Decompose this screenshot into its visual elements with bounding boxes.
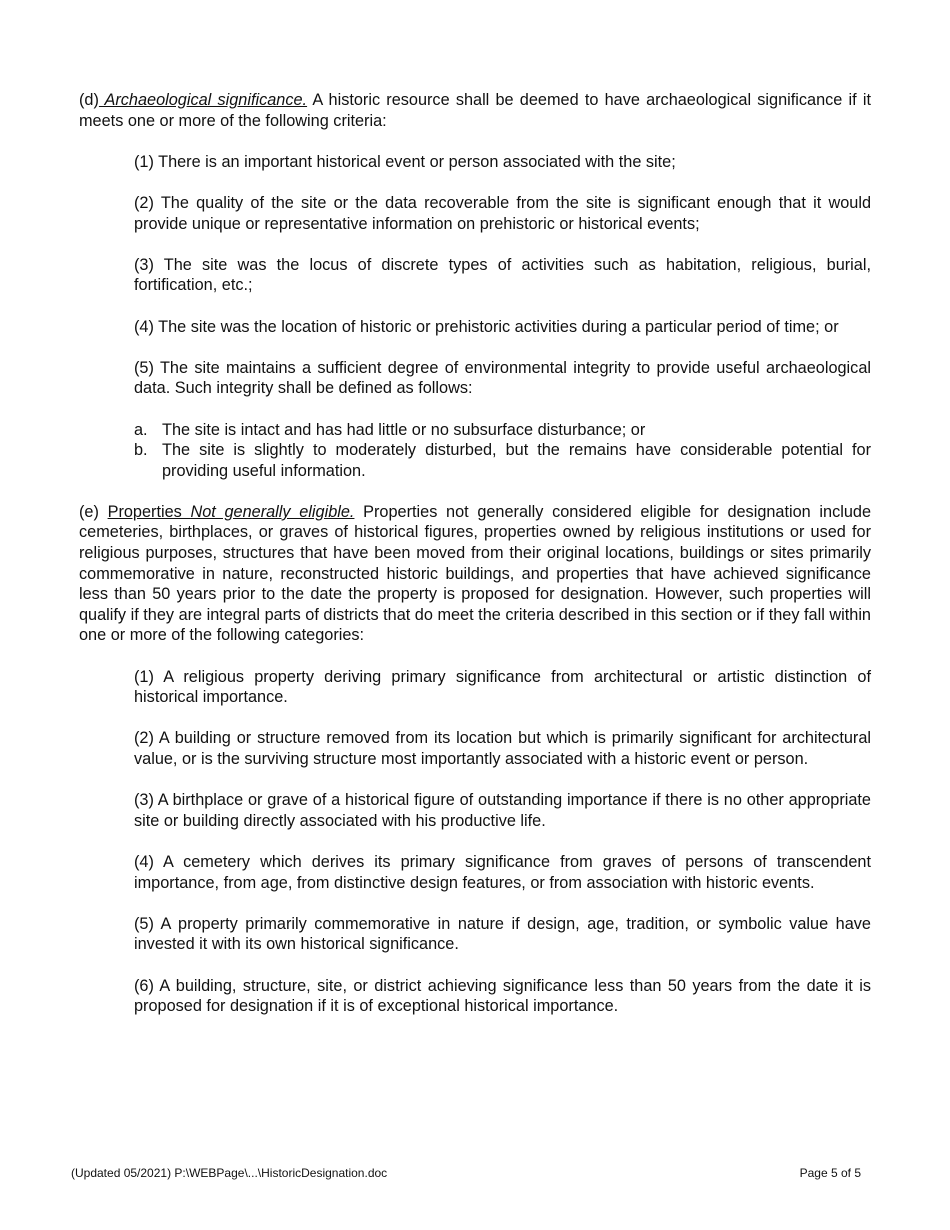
section-e-item-1: (1) A religious property deriving primary significance from architectural or artistic distinction of historical importance. (134, 667, 871, 707)
section-d-item-5: (5) The site maintains a sufficient degree of environmental integrity to provide useful archaeological data. Such integrity shall be defined as follows: (134, 358, 871, 398)
section-e-heading-italic: Not generally eligible. (190, 502, 355, 521)
footer-file-info: (Updated 05/2021) P:\WEBPage\...\HistoricDesignation.doc (71, 1166, 388, 1180)
integrity-criterion-a (134, 420, 871, 441)
integrity-criterion-b (134, 440, 871, 481)
section-d-intro-text: A historic resource shall be deemed to have archaeological significance if it meets one or more of the following criteria: (79, 91, 871, 130)
list-item-text: The site is slightly to moderately disturbed, but the remains have considerable potential for providing useful information. (162, 441, 871, 480)
section-e-item-6: (6) A building, structure, site, or district achieving significance less than 50 years from the date it is proposed for designation if it is of exceptional historical importance. (134, 976, 871, 1016)
footer-page-number: Page 5 of 5 (799, 1166, 861, 1180)
section-e-item-2: (2) A building or structure removed from its location but which is primarily significant for architectural value, or is the surviving structure most importantly associated with a historic event or person. (134, 729, 871, 768)
section-e-heading (108, 503, 355, 521)
section-d-item-1: (1) There is an important historical event or person associated with the site; (134, 152, 676, 171)
section-e-heading-plain: Properties (107, 502, 191, 521)
section-d-heading: Archaeological significance. (98, 91, 308, 109)
list-item-text: The site is intact and has had little or no subsurface disturbance; or (162, 420, 646, 439)
section-d-label: (d) (79, 91, 99, 109)
section-d-intro (79, 90, 871, 131)
section-d-item-2: (2) The quality of the site or the data recoverable from the site is significant enough that it would provide unique or representative information on prehistoric or historical events; (134, 193, 871, 233)
section-d-item-4: (4) The site was the location of historic or prehistoric activities during a particular period of time; or (134, 317, 839, 336)
section-e-item-4: (4) A cemetery which derives its primary significance from graves of persons of transcendent importance, from age, from distinctive design features, or from association with historic events. (134, 852, 871, 892)
section-d-item-3: (3) The site was the locus of discrete types of activities such as habitation, religious, burial, fortification, etc.; (134, 255, 871, 295)
section-e-label: (e) (79, 502, 108, 521)
section-e-item-3: (3) A birthplace or grave of a historical figure of outstanding importance if there is no other appropriate site or building directly associated with his productive life. (134, 791, 871, 830)
section-e-item-5: (5) A property primarily commemorative in nature if design, age, tradition, or symbolic value have invested it with its own historical significance. (134, 914, 871, 954)
integrity-criteria-list (134, 420, 871, 482)
page-content (79, 90, 871, 1037)
section-e-intro-text: Properties not generally considered eligible for designation include cemeteries, birthplaces, or graves of historical figures, properties owned by religious institutions or used for religious purposes, structures that have been moved from their original locations, buildings or sites primarily commemorative in nature, reconstructed historic buildings, and properties that have achieved significance less than 50 years prior to the date the property is proposed for designation. However, such properties will qualify if they are integral parts of districts that do meet the criteria described in this section or if they fall within one or more of the following categories: (79, 502, 872, 645)
section-e-intro (79, 502, 871, 646)
list-marker: b. (134, 441, 148, 460)
list-marker: a. (134, 420, 148, 439)
